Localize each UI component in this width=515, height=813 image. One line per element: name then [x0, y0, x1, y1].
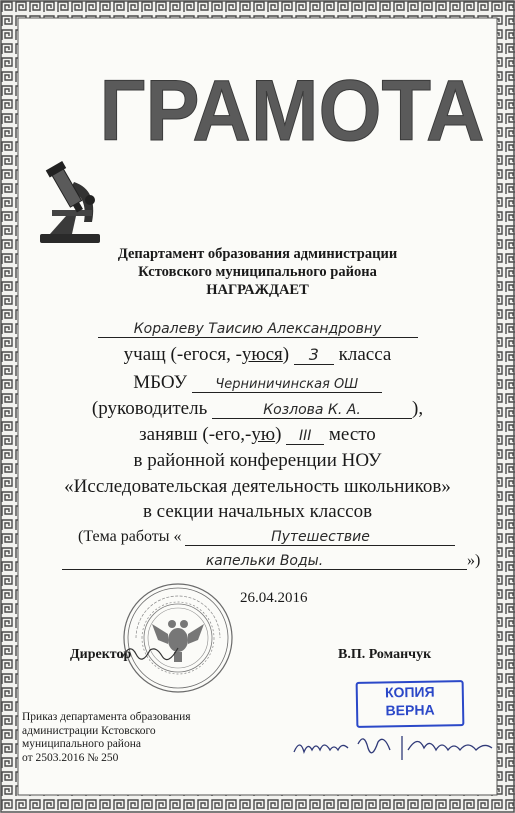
copy-certified-stamp — [356, 680, 465, 728]
activity-line: «Исследовательская деятельность школьников» — [64, 476, 451, 497]
order-line-4: от 2503.2016 № 250 — [22, 751, 119, 764]
place-suffix: место — [328, 424, 376, 445]
copy-stamp-line-2: ВЕРНА — [385, 701, 435, 719]
student-suffix: уюся — [241, 344, 283, 365]
place-value: III — [286, 428, 324, 445]
school-row — [0, 372, 515, 394]
order-line-1: Приказ департамента образования — [22, 711, 191, 723]
order-line-2: администрации Кстовского — [22, 724, 156, 737]
place-struck: ую — [251, 424, 276, 445]
title-text: ГРАМОТА — [99, 70, 485, 152]
place-row — [0, 424, 515, 446]
certification-signature — [290, 728, 495, 768]
place-after: ) — [275, 424, 282, 445]
order-note — [22, 711, 232, 765]
section-line: в секции начальных классов — [142, 501, 373, 522]
director-label: Директор — [70, 647, 132, 662]
copy-stamp-line-1: КОПИЯ — [384, 683, 435, 701]
director-name: В.П. Романчук — [338, 647, 432, 662]
grade-label: класса — [338, 344, 392, 365]
official-seal — [122, 582, 234, 694]
conference-line: в районной конференции НОУ — [133, 450, 382, 471]
topic-suffix: ») — [467, 552, 481, 569]
topic-prefix: (Тема работы « — [78, 528, 182, 545]
topic-row-2 — [62, 552, 480, 570]
supervisor-suffix: ), — [412, 398, 424, 419]
award-date: 26.04.2016 — [240, 590, 308, 606]
grade-value: 3 — [294, 345, 334, 365]
student-row — [0, 344, 515, 366]
order-line-3: муниципального района — [22, 738, 141, 750]
student-prefix: учащ (-егося, - — [123, 344, 242, 365]
department-line-1: Департамент образования администрации — [117, 246, 398, 262]
supervisor-name: Козлова К. А. — [212, 402, 412, 419]
topic-row — [78, 528, 455, 546]
place-prefix: занявш (-его,- — [139, 424, 252, 445]
microscope-icon — [32, 160, 112, 246]
school-prefix: МБОУ — [133, 372, 188, 393]
department-line-2: Кстовского муниципального района — [138, 264, 377, 280]
topic-line-1: Путешествие — [185, 529, 455, 546]
recipient-name: Коралеву Таисию Александровну — [98, 321, 418, 338]
school-name: Черниничинская ОШ — [192, 377, 382, 393]
supervisor-prefix: (руководитель — [91, 398, 208, 419]
document-title — [95, 70, 490, 152]
recipient-row — [0, 320, 515, 338]
director-signature — [120, 640, 180, 664]
topic-line-2: капельки Воды. — [62, 553, 467, 570]
supervisor-row — [0, 398, 515, 420]
awards-heading: НАГРАЖДАЕТ — [206, 282, 309, 298]
student-after: ) — [282, 344, 290, 365]
